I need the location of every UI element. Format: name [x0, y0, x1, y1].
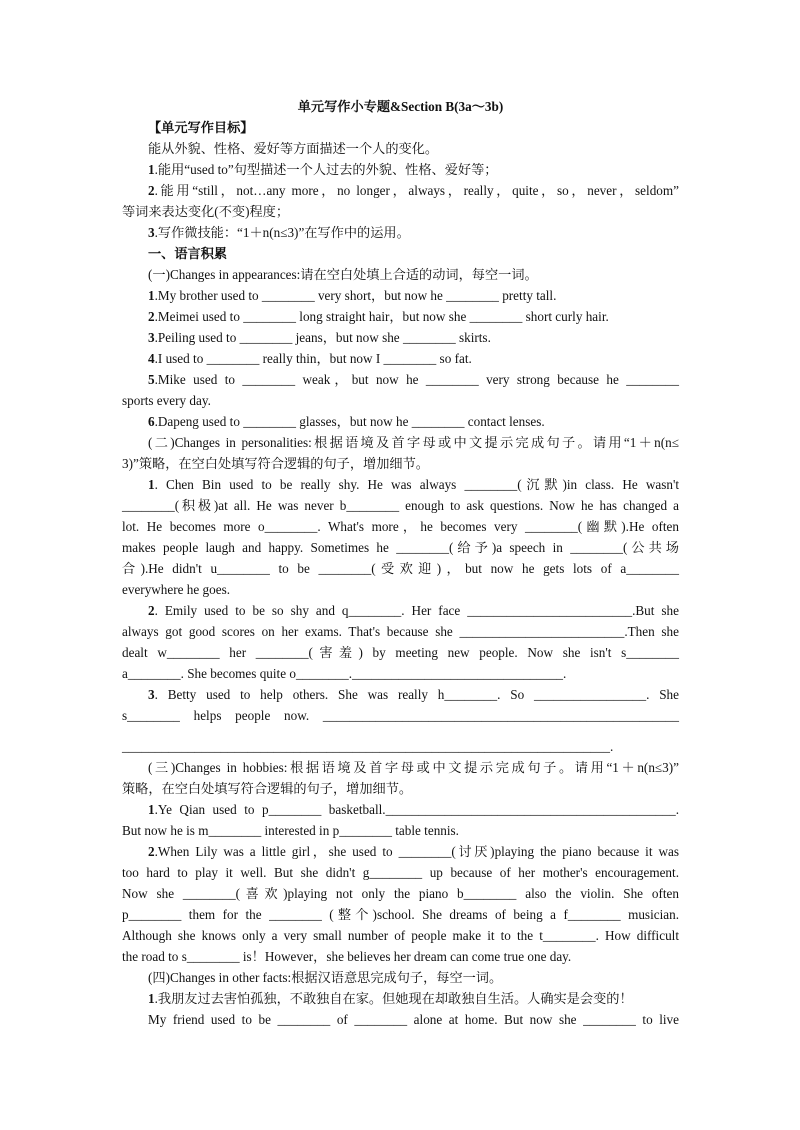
line-text: 合).He didn't u________ to be ________(受欢迎)，but now he gets lots of a________ — [122, 561, 679, 576]
text-line — [122, 180, 679, 201]
text-line — [122, 883, 679, 904]
text-line — [122, 988, 679, 1009]
line-text: (二)Changes in personalities:根据语境及首字母或中文提示完成句子。请用“1＋n(n≤ — [148, 435, 679, 450]
line-text: .Mike used to ________ weak，but now he ________ very strong because he ________ — [154, 372, 679, 387]
line-text: sports every day. — [122, 393, 211, 408]
line-text: 一、语言积累 — [148, 246, 228, 261]
line-text: 【单元写作目标】 — [148, 120, 254, 135]
text-line — [122, 967, 679, 988]
text-line — [122, 579, 679, 600]
item-number: 2 — [148, 603, 155, 618]
line-text: (三)Changes in hobbies:根据语境及首字母或中文提示完成句子。请用“1＋n(n≤3)” — [148, 760, 679, 775]
item-number: 1 — [148, 162, 155, 177]
text-line — [122, 369, 679, 390]
text-line — [122, 537, 679, 558]
text-line — [122, 222, 679, 243]
text-line — [122, 621, 679, 642]
text-line — [122, 684, 679, 705]
text-line — [122, 862, 679, 883]
text-line — [122, 841, 679, 862]
item-number: 2 — [148, 844, 155, 859]
text-line — [122, 432, 679, 453]
text-line — [122, 117, 679, 138]
text-line — [122, 285, 679, 306]
line-text: .When Lily was a little girl，she used to ________(讨厌)playing the piano because it was — [154, 844, 679, 859]
worksheet-body — [122, 117, 679, 1030]
item-number: 1 — [148, 802, 155, 817]
line-text: a________. She becomes quite o________.________________________________. — [122, 666, 567, 681]
line-text: Now she ________(喜欢)playing not only the piano b________ also the violin. She often — [122, 886, 679, 901]
line-text: .My brother used to ________ very short，but now he ________ pretty tall. — [154, 288, 557, 303]
line-text: p________ them for the ________ (整个)school. She dreams of being a f________ musician. — [122, 907, 679, 922]
line-text: .I used to ________ really thin，but now I ________ so fat. — [154, 351, 472, 366]
line-text: .能用“used to”句型描述一个人过去的外貌、性格、爱好等； — [154, 162, 498, 177]
text-line — [122, 757, 679, 778]
line-text: everywhere he goes. — [122, 582, 231, 597]
text-line — [122, 736, 679, 757]
text-line — [122, 411, 679, 432]
text-line — [122, 264, 679, 285]
item-number: 1 — [148, 288, 155, 303]
text-line — [122, 348, 679, 369]
text-line — [122, 516, 679, 537]
text-line — [122, 306, 679, 327]
item-number: 1 — [148, 991, 155, 1006]
text-line — [122, 453, 679, 474]
text-line — [122, 201, 679, 222]
line-text: 能从外貌、性格、爱好等方面描述一个人的变化。 — [148, 141, 439, 156]
line-text: always got good scores on her exams. That's because she _________________________.Then she — [122, 624, 679, 639]
line-text: lot. He becomes more o________. What's more，he becomes very ________(幽默).He often — [122, 519, 679, 534]
text-line — [122, 904, 679, 925]
line-text: (四)Changes in other facts:根据汉语意思完成句子，每空一词。 — [148, 970, 503, 985]
page-title: 单元写作小专题&Section B(3a～3b) — [297, 99, 504, 114]
line-text: 策略，在空白处填写符合逻辑的句子，增加细节。 — [122, 781, 413, 796]
line-text: .Peiling used to ________ jeans，but now she ________ skirts. — [154, 330, 491, 345]
line-text: the road to s________ is！However，she believes her dream can come true one day. — [122, 949, 572, 964]
text-line — [122, 243, 679, 264]
line-text: .能用“still，not…any more，no longer，always，really，quite，so，never，seldom” — [154, 183, 679, 198]
line-text: .Dapeng used to ________ glasses，but now he ________ contact lenses. — [154, 414, 545, 429]
text-line — [122, 495, 679, 516]
text-line — [122, 820, 679, 841]
text-line — [122, 390, 679, 411]
line-text: . Betty used to help others. She was really h________. So _________________. She — [154, 687, 679, 702]
text-line — [122, 799, 679, 820]
line-text: (一)Changes in appearances:请在空白处填上合适的动词，每空一词。 — [148, 267, 538, 282]
line-text: makes people laugh and happy. Sometimes he ________(给予)a speech in ________(公共场 — [122, 540, 679, 555]
text-line — [122, 600, 679, 621]
item-number: 3 — [148, 225, 155, 240]
line-text: . Emily used to be so shy and q________. Her face _________________________.But she — [154, 603, 679, 618]
text-line — [122, 663, 679, 684]
text-line — [122, 474, 679, 495]
text-line — [122, 159, 679, 180]
item-number: 4 — [148, 351, 155, 366]
item-number: 6 — [148, 414, 155, 429]
line-text: .写作微技能：“1＋n(n≤3)”在写作中的运用。 — [154, 225, 410, 240]
text-line — [122, 558, 679, 579]
item-number: 5 — [148, 372, 155, 387]
text-line — [122, 925, 679, 946]
item-number: 2 — [148, 309, 155, 324]
text-line — [122, 642, 679, 663]
section-spacer — [122, 726, 679, 736]
text-line — [122, 138, 679, 159]
line-text: __________________________________________________________________________. — [122, 739, 614, 754]
line-text: 等词来表达变化(不变)程度； — [122, 204, 290, 219]
worksheet-page — [122, 96, 679, 1030]
item-number: 2 — [148, 183, 155, 198]
text-line — [122, 946, 679, 967]
item-number: 3 — [148, 687, 155, 702]
line-text: My friend used to be ________ of ________ alone at home. But now she ________ to live — [148, 1012, 679, 1027]
text-line — [122, 327, 679, 348]
line-text: dealt w________ her ________(害羞) by meeting new people. Now she isn't s________ — [122, 645, 679, 660]
text-line — [122, 1009, 679, 1030]
line-text: ________(积极)at all. He was never b________ enough to ask questions. Now he has changed a — [122, 498, 679, 513]
line-text: . Chen Bin used to be really shy. He was always ________(沉默)in class. He wasn't — [154, 477, 679, 492]
line-text: too hard to play it well. But she didn't g________ up because of her mother's encouragement. — [122, 865, 679, 880]
item-number: 3 — [148, 330, 155, 345]
line-text: But now he is m________ interested in p________ table tennis. — [122, 823, 459, 838]
line-text: .我朋友过去害怕孤独，不敢独自在家。但她现在却敢独自生活。人确实是会变的！ — [154, 991, 633, 1006]
line-text: Although she knows only a very small number of people make it to the t________. How difficult — [122, 928, 679, 943]
text-line — [122, 705, 679, 726]
line-text: 3)”策略，在空白处填写符合逻辑的句子，增加细节。 — [122, 456, 429, 471]
item-number: 1 — [148, 477, 155, 492]
line-text: s________ helps people now. ______________________________________________________ — [122, 708, 679, 723]
text-line — [122, 778, 679, 799]
line-text: .Ye Qian used to p________ basketball.____________________________________________. — [154, 802, 679, 817]
line-text: .Meimei used to ________ long straight hair，but now she ________ short curly hair. — [154, 309, 609, 324]
